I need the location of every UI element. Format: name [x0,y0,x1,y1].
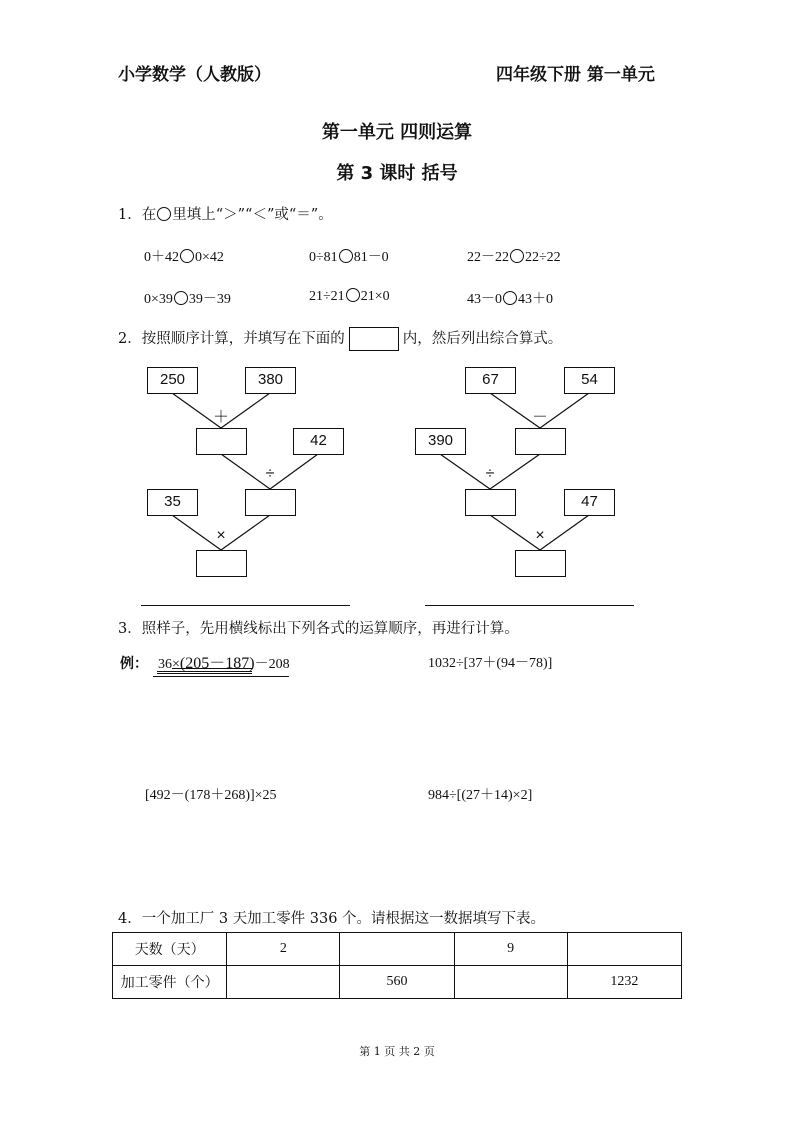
table-cell: 2 [227,933,340,966]
q1-prompt-text-b: 里填上“＞”“＜”或“＝”。 [172,207,333,223]
q1-prompt-text-a: 1．在 [118,207,157,223]
example-part-2: (205－187) [179,655,255,672]
formula-answer-line-1[interactable] [141,605,350,606]
tree2-answer-box-2[interactable] [465,489,516,516]
example-label: 例： [120,656,148,672]
multiply-icon: × [216,527,226,544]
table-cell-blank[interactable] [227,966,340,999]
formula-answer-line-2[interactable] [425,605,634,606]
underline-step1 [172,668,252,669]
table-cell: 560 [340,966,454,999]
table-row [113,966,682,999]
q1-item: 0＋42 0×42 [144,250,224,265]
tree1-box-a: 250 [147,367,198,394]
divide-icon: ÷ [485,465,495,482]
data-table [112,932,682,999]
minus-icon: － [531,409,548,426]
q4-prompt: 4．一个加工厂 3 天加工零件 336 个。请根据这一数据填写下表。 [118,911,546,927]
tree1-box-c: 42 [293,428,344,455]
q3-expr-3: 984÷[(27＋14)×2] [428,788,533,803]
tree1-answer-box-1[interactable] [196,428,247,455]
page-footer: 第 1 页 共 2 页 [359,1045,435,1058]
example-row [120,650,290,673]
header-left: 小学数学（人教版） [118,65,271,85]
multiply-icon: × [535,527,545,544]
q1-item: 0×39 39－39 [144,292,231,307]
tree1-box-b: 380 [245,367,296,394]
tree2-answer-box-1[interactable] [515,428,566,455]
q3-expr-1: 1032÷[37＋(94－78)] [428,656,553,671]
plus-icon: ＋ [212,409,229,426]
tree1-answer-box-2[interactable] [245,489,296,516]
underline-step2a [157,671,252,672]
tree1-box-d: 35 [147,489,198,516]
table-cell-blank[interactable] [340,933,454,966]
table-cell-blank[interactable] [454,966,567,999]
divide-icon: ÷ [265,465,275,482]
q1-item: 0÷81 81－0 [309,250,389,265]
example-part-1: 36× [158,657,180,672]
q1-item: 43－0 43＋0 [467,292,553,307]
tree2-box-a: 67 [465,367,516,394]
tree1-answer-box-3[interactable] [196,550,247,577]
tree2-box-d: 47 [564,489,615,516]
q3-expr-2: [492－(178＋268)]×25 [145,788,277,803]
tree2-box-b: 54 [564,367,615,394]
q1-item: 21÷21 21×0 [309,289,390,304]
q2-prompt-text-b: 内，然后列出综合算式。 [402,331,563,347]
q1-item: 22－22 22÷22 [467,250,561,265]
table-header-cell: 加工零件（个） [113,966,227,999]
lesson-title: 第 3 课时 括号 [336,163,458,184]
tree2-answer-box-3[interactable] [515,550,566,577]
q3-prompt: 3．照样子，先用横线标出下列各式的运算顺序，再进行计算。 [118,621,519,637]
header-right: 四年级下册 第一单元 [496,65,655,85]
table-cell: 9 [454,933,567,966]
table-header-cell: 天数（天） [113,933,227,966]
table-row [113,933,682,966]
example-part-3: －208 [254,657,290,672]
table-cell: 1232 [567,966,681,999]
unit-title: 第一单元 四则运算 [321,122,473,143]
q2-prompt-text-a: 2．按照顺序计算，并填写在下面的 [118,331,345,347]
underline-step3 [153,676,289,677]
tree2-box-c: 390 [415,428,466,455]
table-cell-blank[interactable] [567,933,681,966]
underline-step2b [157,673,252,674]
